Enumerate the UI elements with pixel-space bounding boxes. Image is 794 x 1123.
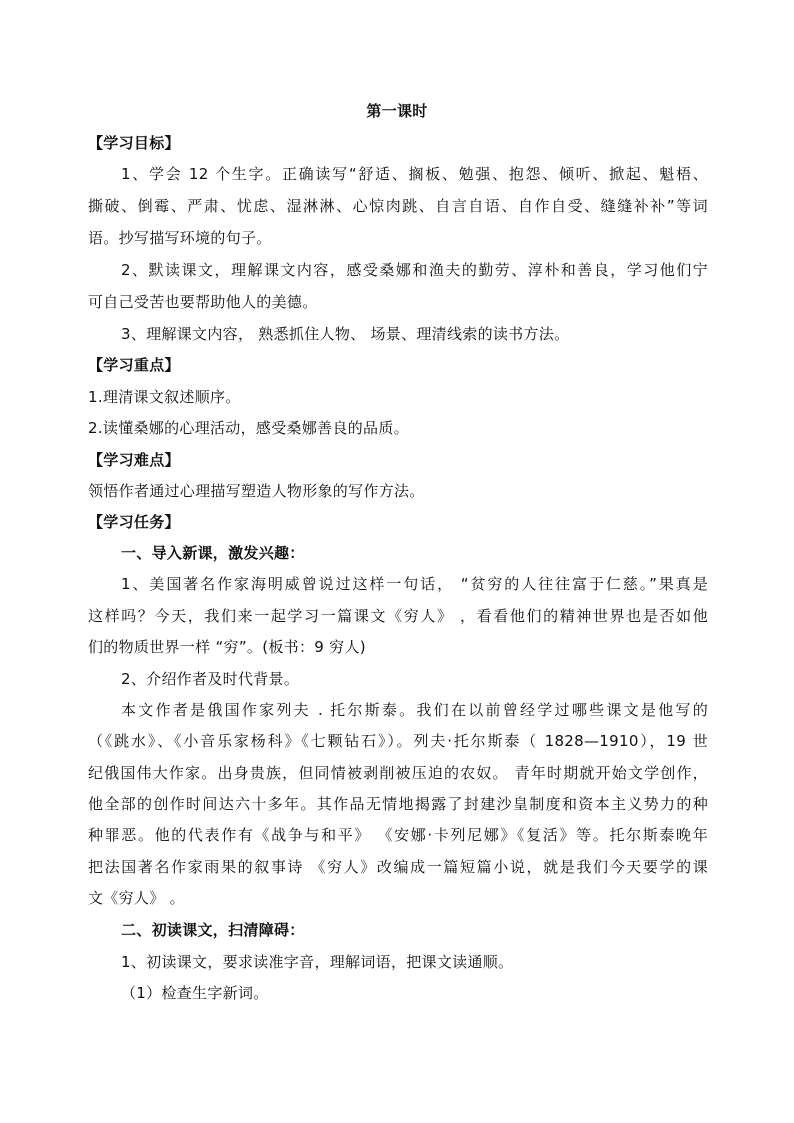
author-line: 文《穷人》 。 [88,889,185,907]
key-point-item: 2.读懂桑娜的心理活动，感受桑娜善良的品质。 [88,419,409,437]
task1-line: 这样吗？今天，我们来一起学习一篇课文《穷人》 ，看看他们的精神世界也是否如他 [88,607,708,625]
page-title: 第一课时 [366,102,428,120]
objective-line: 1、学会 12 个生字。正确读写“舒适、搁板、勉强、抱怨、倾听、掀起、魁梧、 [121,165,708,183]
objective-line: 撕破、倒霉、严肃、忧虑、湿淋淋、心惊肉跳、自言自语、自作自受、缝缝补补”等词 [88,197,708,215]
author-line: 种罪恶。他的代表作有《战争与和平》 《安娜·卡列尼娜》《复活》等。托尔斯泰晚年 [88,826,708,844]
key-points-header: 【学习重点】 [88,356,180,374]
author-line: （《跳水》、《小音乐家杨科》《七颗钻石》）。列夫·托尔斯泰（ 1828—1910），19 世 [88,732,708,750]
task1-line: 1、美国著名作家海明威曾说过这样一句话， “贫穷的人往往富于仁慈。”果真是 [121,575,708,593]
author-line: 他全部的创作时间达六十多年。其作品无情地揭露了封建沙皇制度和资本主义势力的种 [88,795,708,813]
objective-line: 可自己受苦也要帮助他人的美德。 [88,293,318,311]
difficulty-header: 【学习难点】 [88,451,180,469]
objectives-header: 【学习目标】 [88,134,180,152]
task2-title: 二、初读课文，扫清障碍： [121,921,305,939]
difficulty-text: 领悟作者通过心理描写塑造人物形象的写作方法。 [88,482,425,500]
objective-line: 2、默读课文，理解课文内容，感受桑娜和渔夫的勤劳、淳朴和善良，学习他们宁 [121,261,708,279]
objective-line: 3、理解课文内容， 熟悉抓住人物、 场景、理清线索的读书方法。 [121,325,570,343]
author-line: 纪俄国伟大作家。出身贵族，但同情被剥削被压迫的农奴。 青年时期就开始文学创作， [88,764,708,782]
objective-line: 语。抄写描写环境的句子。 [88,229,272,247]
author-line: 把法国著名作家雨果的叙事诗 《穷人》改编成一篇短篇小说，就是我们今天要学的课 [88,858,708,876]
tasks-header: 【学习任务】 [88,513,180,531]
task1-line: 们的物质世界一样 “穷”。(板书：9 穷人) [88,638,366,656]
task1-title: 一、导入新课，激发兴趣： [121,544,305,562]
task2-item1: 1、初读课文，要求读准字音，理解词语，把课文读通顺。 [121,953,514,971]
task1-item2: 2、介绍作者及时代背景。 [121,670,300,688]
key-point-item: 1.理清课文叙述顺序。 [88,388,241,406]
author-line: 本文作者是俄国作家列夫 . 托尔斯泰。我们在以前曾经学过哪些课文是他写的 [121,701,708,719]
task2-sub1: （1）检查生字新词。 [121,984,269,1002]
